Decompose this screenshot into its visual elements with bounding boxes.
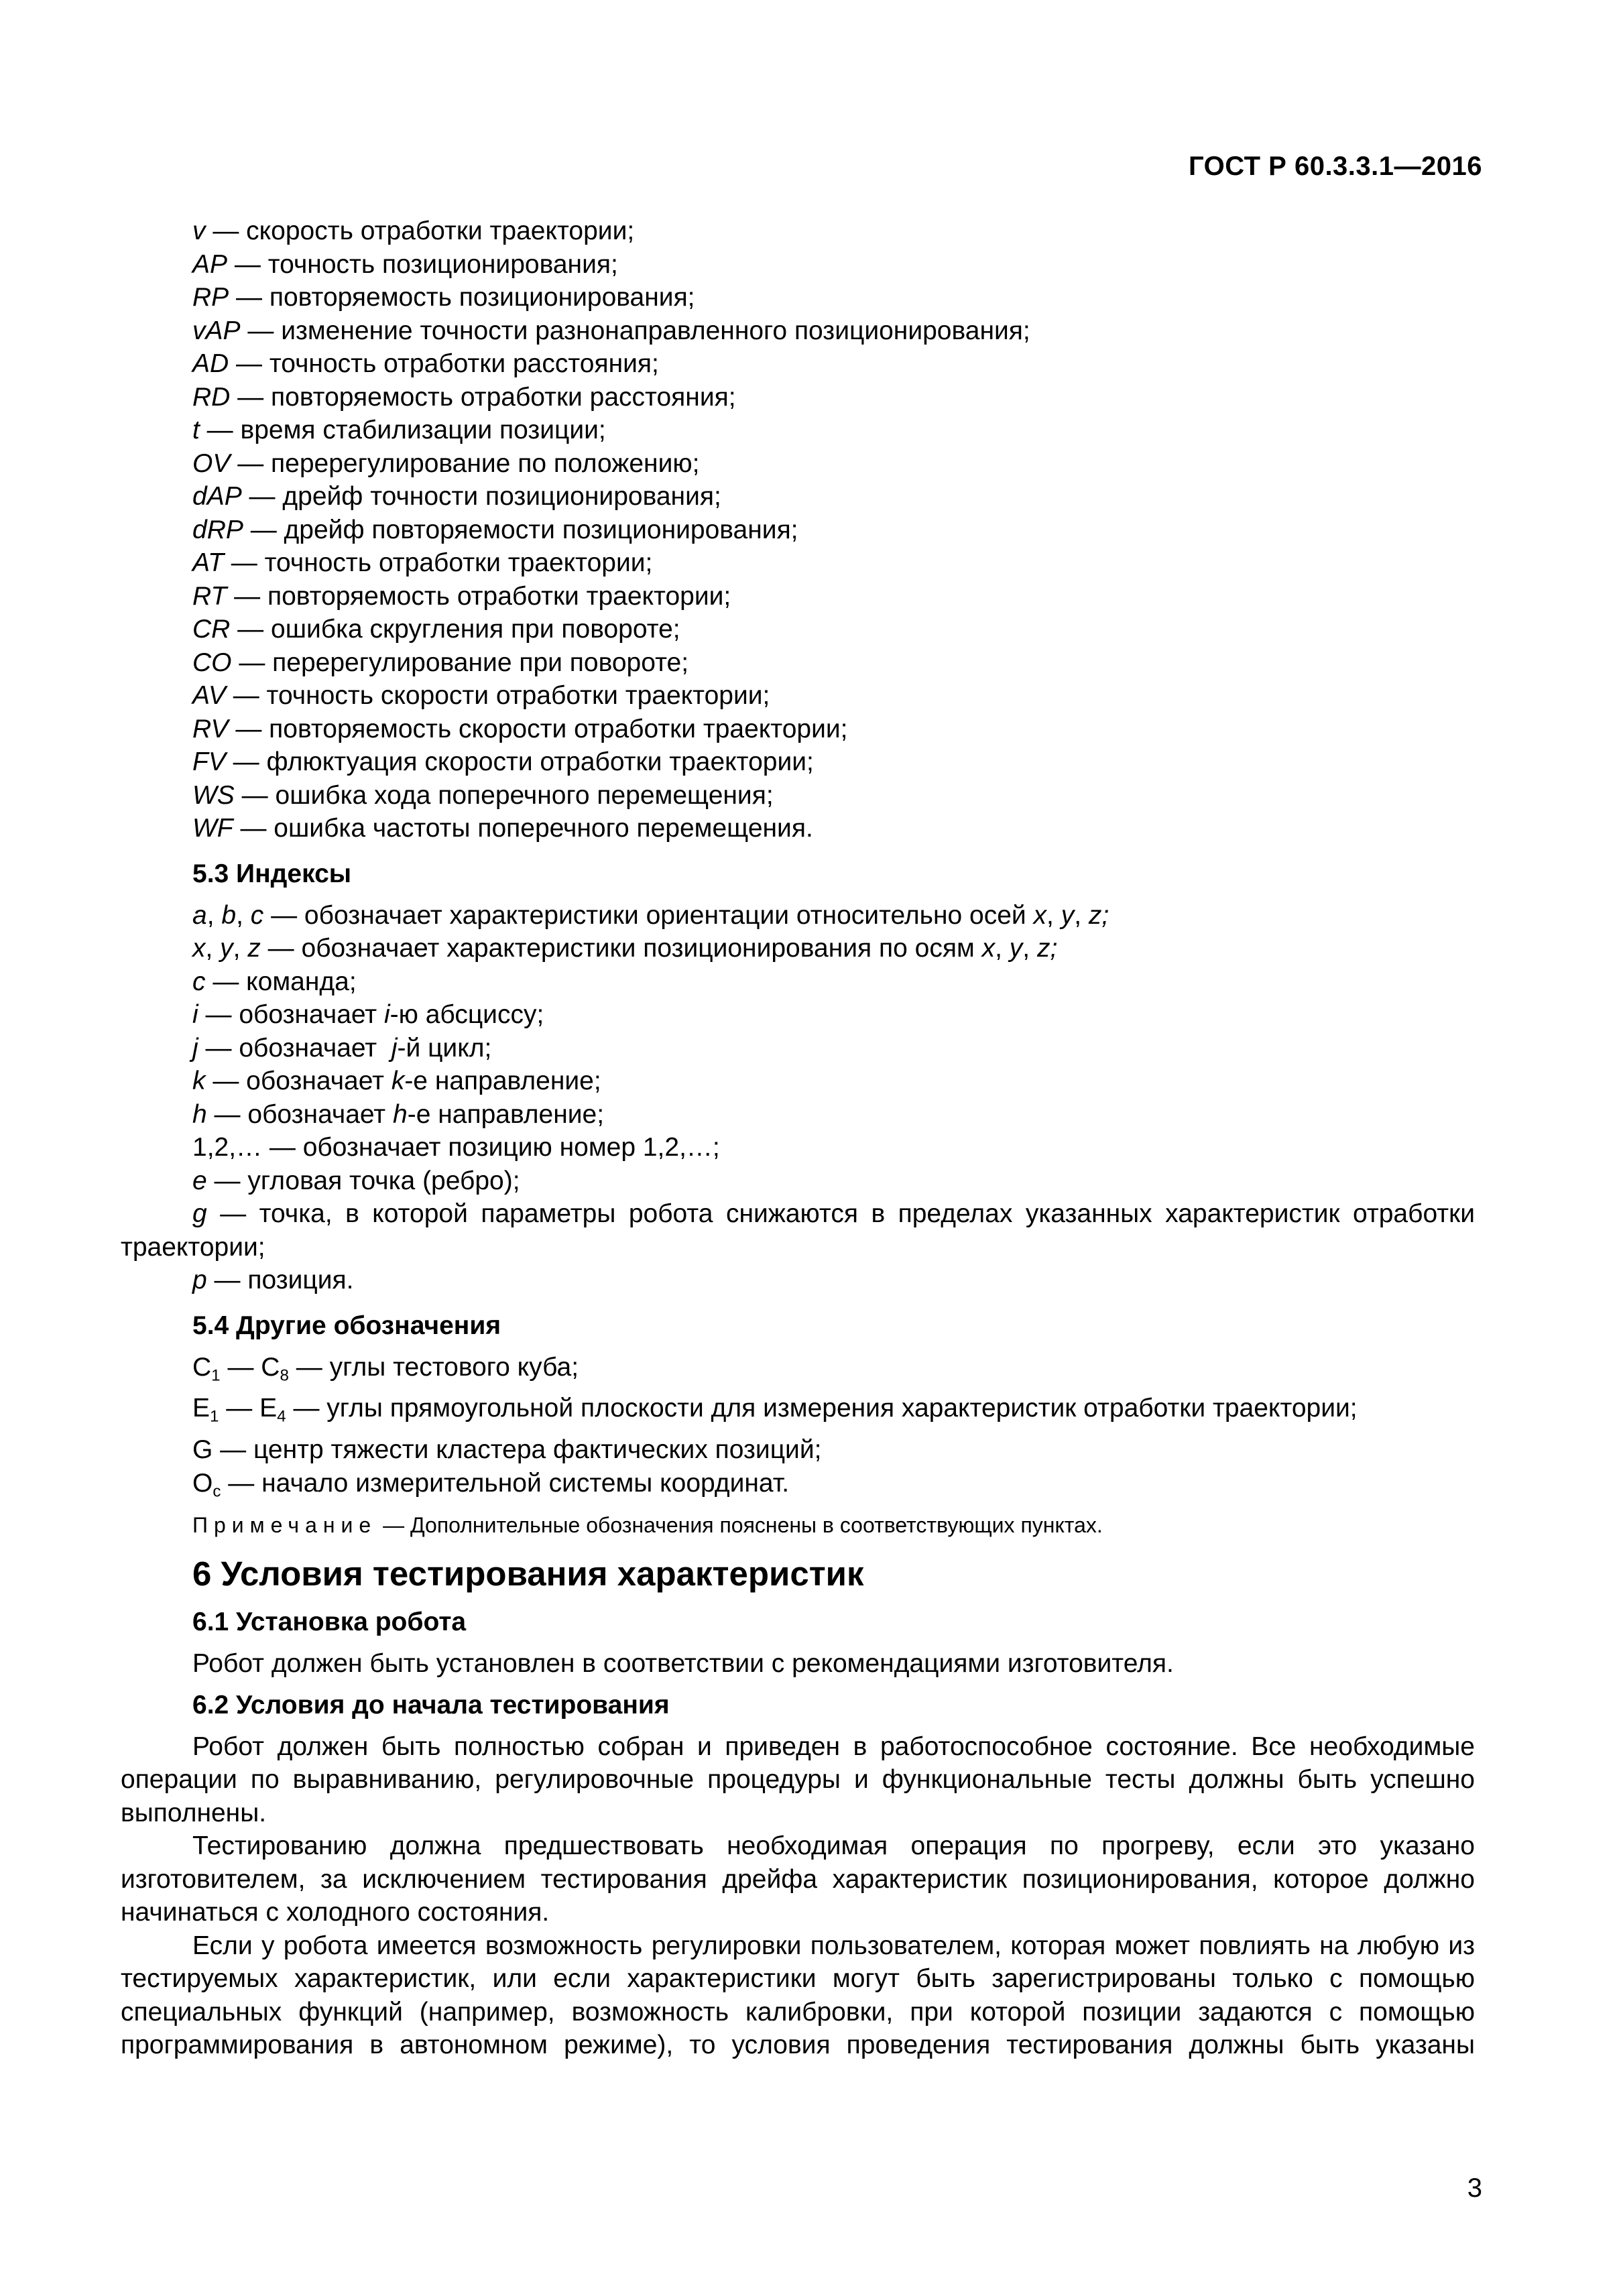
symbol-item (121, 347, 1475, 381)
symbol-item (121, 679, 1475, 713)
symbol-definition: — перерегулирование по положению; (230, 448, 700, 478)
symbol-term: RT (192, 581, 227, 611)
symbol-item (121, 480, 1475, 513)
symbol-item (121, 613, 1475, 646)
symbol-definition: — ошибка хода поперечного перемещения; (234, 780, 774, 810)
section-6-1-text: Робот должен быть установлен в соответствии с рекомендациями изготовителя. (192, 1649, 1174, 1679)
section-5-3-title: 5.3 Индексы (192, 859, 352, 888)
symbol-definition: — ошибка частоты поперечного перемещения. (233, 814, 813, 843)
symbol-term: AD (192, 349, 229, 378)
index-line-abc: a, b, c — обозначает характеристики ориентации относительно осей x, y, z; (192, 900, 1109, 930)
symbol-term: dRP (192, 515, 243, 544)
symbol-item (121, 513, 1475, 547)
symbol-term: WS (192, 780, 235, 810)
index-line-numbers: 1,2,… — обозначает позицию номер 1,2,…; (192, 1133, 720, 1162)
symbol-item (121, 414, 1475, 447)
symbol-definition: — точность позиционирования; (227, 249, 618, 279)
symbol-item (121, 745, 1475, 779)
symbol-term: RV (192, 714, 229, 743)
symbol-definition: — флюктуация скорости отработки траектории; (225, 747, 814, 776)
symbol-definition: — повторяемость отработки расстояния; (230, 382, 736, 412)
section-6-title: 6 Условия тестирования характеристик (192, 1555, 864, 1593)
symbol-term: OV (192, 448, 231, 478)
symbol-definition: — дрейф точности позиционирования; (241, 482, 721, 511)
other-line-g: G — центр тяжести кластера фактических позиций; (192, 1435, 822, 1464)
symbol-item (121, 713, 1475, 746)
symbol-term: AT (192, 548, 224, 577)
index-line-p: p — позиция. (192, 1266, 354, 1294)
section-6-2-paragraph-3: Если у робота имеется возможность регулировки пользователем, которая может повлиять на любую из тестируемых характеристик, или если характеристики могут быть зарегистрированы только с помощью специальных функций (например, возможность калибровки, при которой позиции задаются с помощью программирования в автономном режиме), то условия проведения тестирования должны быть указаны (121, 1931, 1475, 2060)
index-line-h: h — обозначает h-е направление; (192, 1099, 605, 1129)
note-label: Примечание (192, 1513, 377, 1538)
index-line-xyz: x, y, z — обозначает характеристики позиционирования по осям x, y, z; (192, 934, 1058, 963)
symbol-item (121, 281, 1475, 314)
symbol-item (121, 546, 1475, 580)
symbol-definition: — перерегулирование при повороте; (231, 648, 689, 677)
symbol-term: t (192, 416, 200, 444)
page-number: 3 (1467, 2173, 1482, 2203)
symbol-term: FV (192, 747, 226, 776)
section-6-2-paragraph-2: Тестированию должна предшествовать необходимая операция по прогреву, если это указано изготовителем, за исключением тестирования дрейфа характеристик позиционирования, которое должно начинаться с холодного состояния. (121, 1831, 1475, 1927)
other-line-c: $C_1$ — $C_8$ — углы тестового куба; (192, 1352, 579, 1384)
symbol-definition: — скорость отработки траектории; (205, 217, 635, 245)
symbol-definition: — дрейф повторяемости позиционирования; (243, 515, 798, 544)
index-line-g: g — точка, в которой параметры робота снижаются в пределах указанных характеристик отработки траектории; (121, 1199, 1475, 1262)
symbol-definition: — точность отработки расстояния; (229, 349, 659, 378)
symbol-definition: — точность отработки траектории; (223, 548, 653, 577)
symbol-term: CR (192, 615, 231, 644)
symbol-term: WF (192, 814, 233, 843)
section-6-2-paragraph-1: Робот должен быть полностью собран и приведен в работоспособное состояние. Все необходимые операции по выравниванию, регулировочные процедуры и функциональные тесты должны быть успешно выполнены. (121, 1732, 1475, 1827)
section-5-4-title: 5.4 Другие обозначения (192, 1311, 501, 1340)
symbol-term: v (192, 217, 206, 245)
index-line-k: k — обозначает k-е направление; (192, 1067, 601, 1095)
symbol-item (121, 812, 1475, 845)
symbol-definition: — изменение точности разнонаправленного позиционирования; (240, 316, 1030, 345)
index-line-j: j — обозначает j-й цикл; (192, 1033, 492, 1063)
symbol-definition: — ошибка скругления при повороте; (230, 615, 680, 644)
index-line-e: e — угловая точка (ребро); (192, 1166, 520, 1195)
section-6-1-title: 6.1 Установка робота (192, 1608, 467, 1637)
symbol-term: RP (192, 283, 229, 312)
index-line-c: c — команда; (192, 967, 357, 996)
symbol-term: AV (192, 681, 226, 710)
other-line-o: $O_c$ — начало измерительной системы координат. (192, 1468, 790, 1500)
symbol-item (121, 381, 1475, 414)
symbol-term: CO (192, 648, 232, 677)
symbol-definition: — точность скорости отработки траектории; (225, 681, 770, 710)
symbol-item (121, 779, 1475, 812)
note: Примечание — Дополнительные обозначения пояснены в соответствующих пунктах. (192, 1513, 1103, 1538)
symbol-term: dAP (192, 482, 242, 511)
symbol-term: RD (192, 382, 231, 412)
index-line-i: i — обозначает i-ю абсциссу; (192, 1000, 544, 1029)
document-header: ГОСТ Р 60.3.3.1—2016 (1188, 152, 1482, 181)
symbol-item (121, 215, 1475, 248)
symbol-item (121, 248, 1475, 282)
symbol-term: AP (192, 249, 228, 279)
symbol-definition: — повторяемость скорости отработки траектории; (228, 714, 848, 743)
symbol-definition: — повторяемость позиционирования; (229, 283, 695, 312)
symbol-definition: — время стабилизации позиции; (199, 416, 606, 444)
symbol-item (121, 314, 1475, 348)
symbol-list (121, 215, 1475, 845)
symbol-item (121, 646, 1475, 680)
section-6-2-title: 6.2 Условия до начала тестирования (192, 1690, 670, 1719)
other-line-e: $E_1$ — $E_4$ — углы прямоугольной плоскости для измерения характеристик отработки траектории; (192, 1394, 1358, 1426)
symbol-term: vAP (192, 316, 241, 345)
symbol-item (121, 580, 1475, 613)
symbol-definition: — повторяемость отработки траектории; (227, 581, 731, 611)
page-content (121, 215, 1475, 2062)
symbol-item (121, 447, 1475, 481)
